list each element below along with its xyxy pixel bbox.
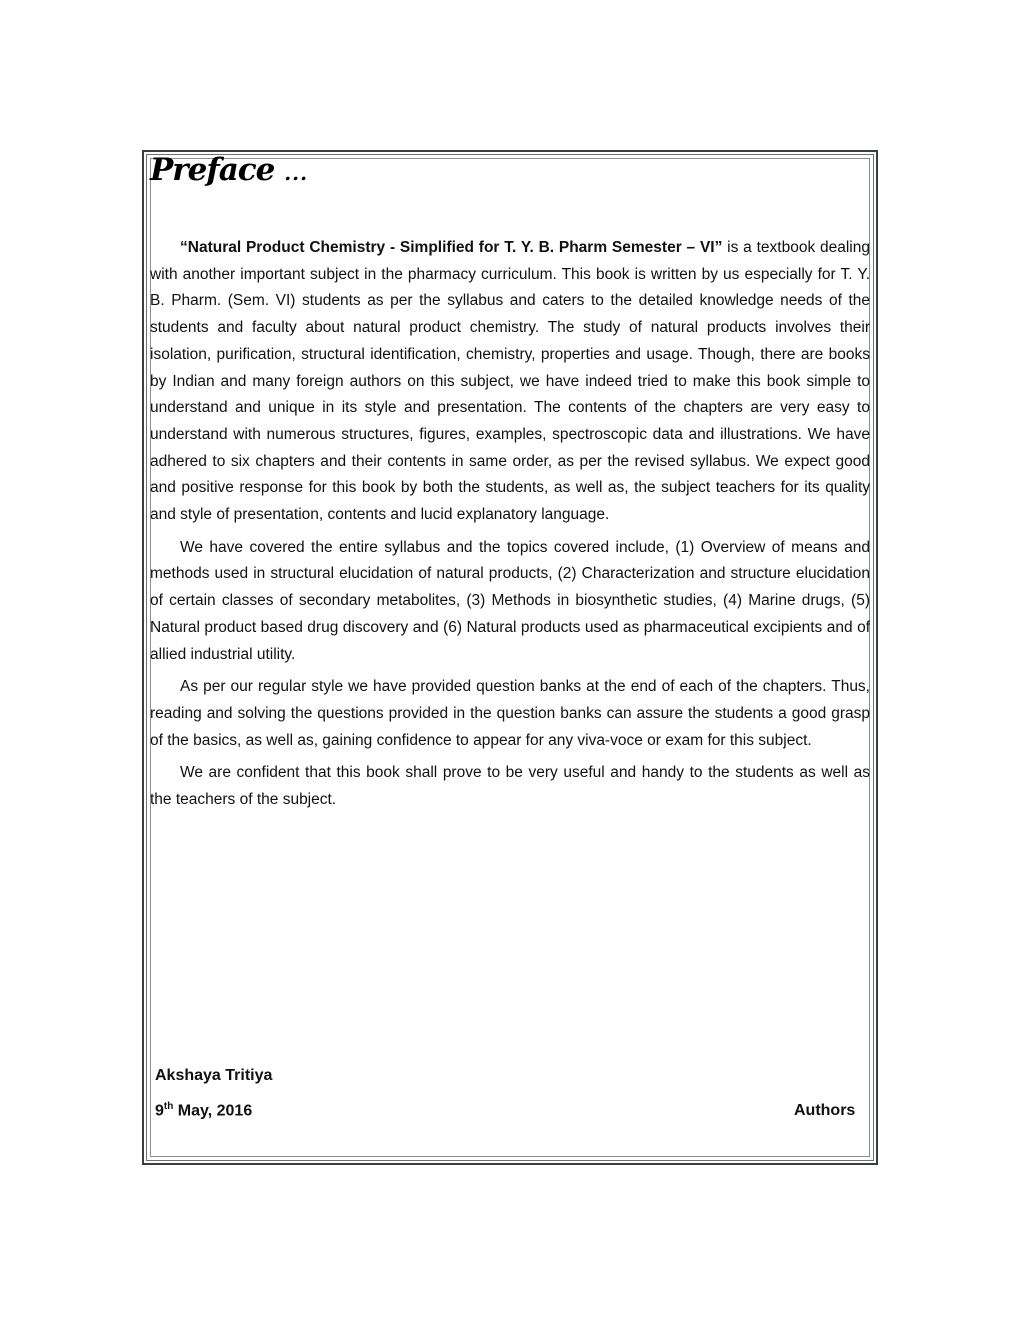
date-day: 9 [155,1102,164,1120]
title-ellipsis: ... [284,161,309,185]
date-rest: May, 2016 [173,1102,253,1120]
title-text: Preface [150,152,275,188]
preface-body [150,235,870,820]
paragraph-4: We are confident that this book shall prove to be very useful and handy to the students as well as the teachers of the subject. [150,764,870,809]
paragraph-1 [150,235,870,529]
page-title [150,152,308,189]
signature-authors: Authors [794,1102,856,1119]
paragraph-1-text: is a textbook dealing with another important subject in the pharmacy curriculum. This book is written by us especially for T. Y. B. Pharm. (Sem. VI) students as per the syllabus and caters to the detailed knowledge needs of the students and faculty about natural product chemistry. The study of natural products involves their isolation, purification, structural identification, chemistry, properties and usage. Though, there are books by Indian and many foreign authors on this subject, we have indeed tried to make this book simple to understand and unique in its style and presentation. The contents of the chapters are very easy to understand with numerous structures, figures, examples, spectroscopic data and illustrations. We have adhered to six chapters and their contents in same order, as per the revised syllabus. We expect good and positive response for this book by both the students, as well as, the subject teachers for its quality and style of presentation, contents and lucid explanatory language. [150,239,870,524]
date-suffix: th [163,1101,174,1112]
signature-place: Akshaya Tritiya [155,1067,273,1084]
signature-date [155,1101,252,1120]
book-title-bold: “Natural Product Chemistry - Simplified for T. Y. B. Pharm Semester – VI” [180,239,723,256]
paragraph-2: We have covered the entire syllabus and the topics covered include, (1) Overview of means and methods used in structural elucidation of natural products, (2) Characterization and structure elucidation of certain classes of secondary metabolites, (3) Methods in biosynthetic studies, (4) Marine drugs, (5) Natural product based drug discovery and (6) Natural products used as pharmaceutical excipients and of allied industrial utility. [150,538,870,663]
paragraph-3: As per our regular style we have provided question banks at the end of each of the chapters. Thus, reading and solving the questions provided in the question banks can assure the students a good grasp of the basics, as well as, gaining confidence to appear for any viva-voce or exam for this subject. [150,678,870,749]
